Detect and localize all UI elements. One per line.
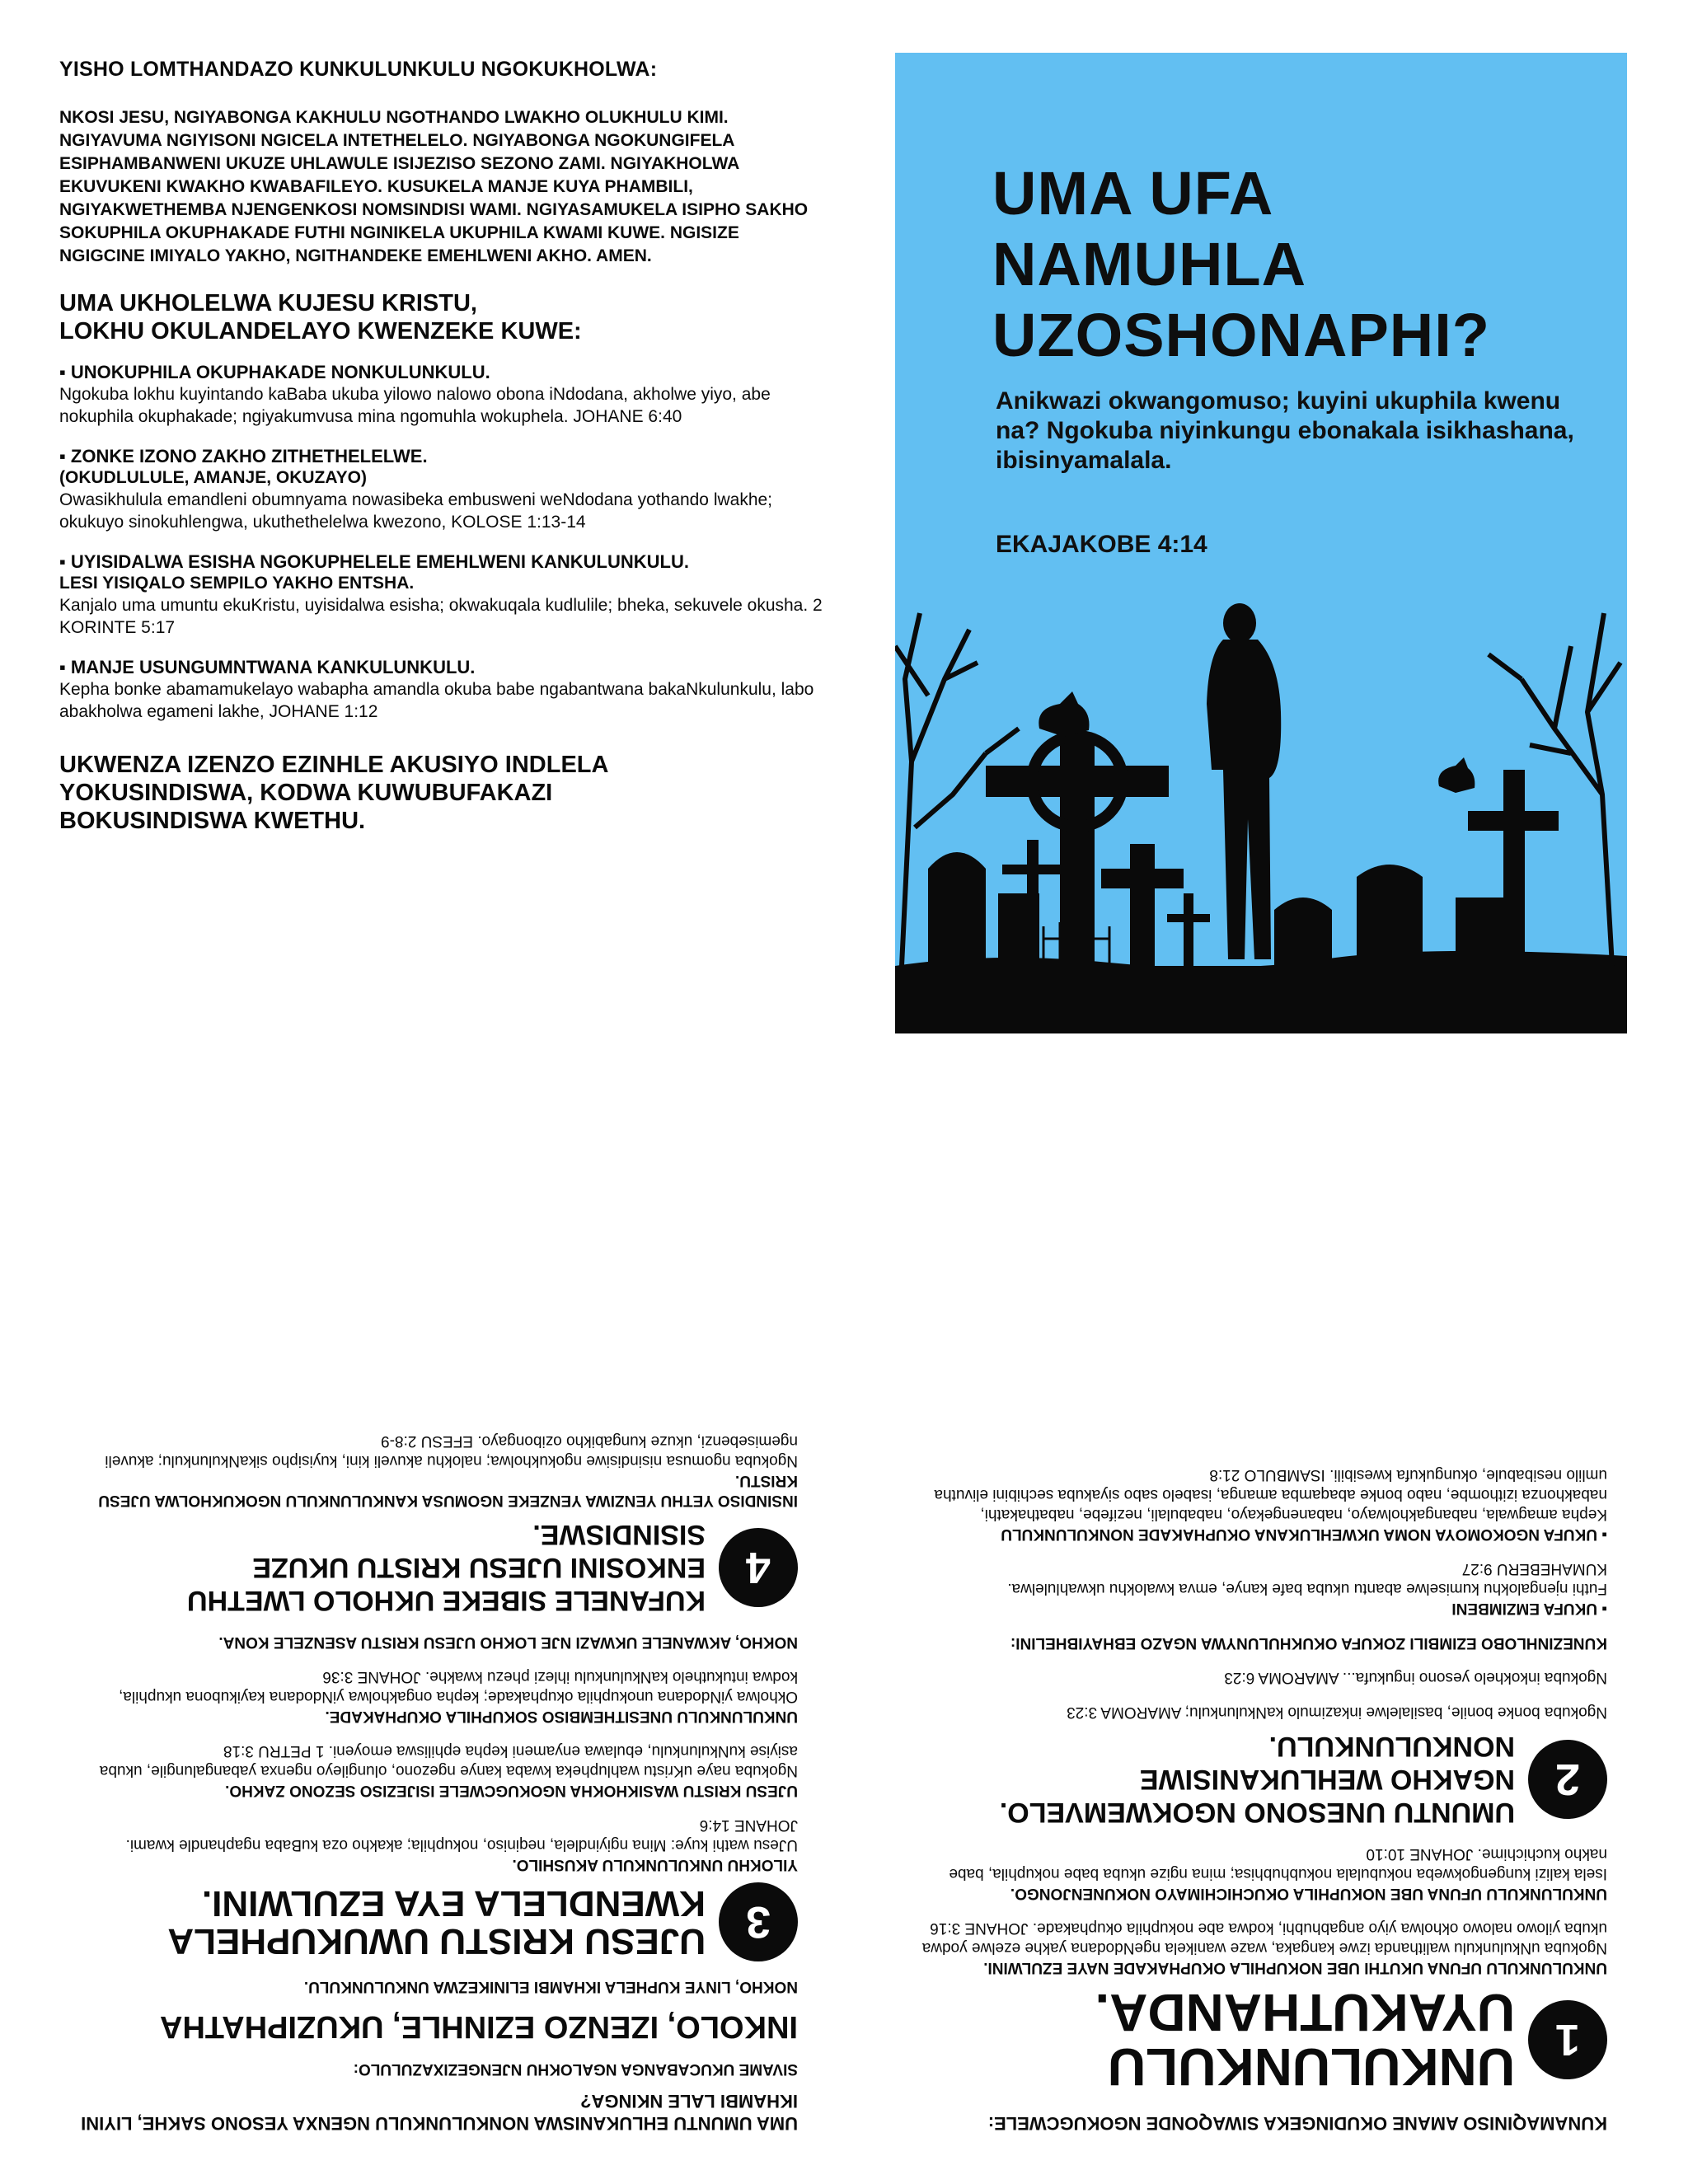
truth-4-para: INSINDISO YETHU YENZIWA YENZEKE NGOMUSA KANKULUNKULU NGOKUKHOLWA UJESU KRISTU. Ngokuba ngomusa nisindisiwe ngokukholwa; nalokhu akuveli kini, kuyisipho sikaNkulunkulu; akuveli ngemisebenzi, ukuze kungabikho ozibongayo. EFESU 2:8-9 — [98, 1432, 798, 1509]
truth-3-heading-line1: UJESU KRISTU UWUKUPHELA — [167, 1921, 706, 1961]
number-badge-4: 4 — [719, 1528, 798, 1607]
truth-1-header — [905, 1983, 1607, 2097]
benefit-item-3 — [59, 551, 826, 639]
truth-2-para-2: Ngokuba inkokhelo yesono ingukufa... AMAROMA 6:23 — [1224, 1669, 1607, 1686]
benefit-ref: JOHANE 1:12 — [269, 702, 378, 721]
closing-line2: YOKUSINDISWA, KODWA KUWUBUFAKAZI — [59, 780, 553, 806]
truth-2-para-1: Ngokuba bonke bonile, basilalelwe inkazimulo kaNkulunkulu; AMAROMA 3:23 — [1067, 1704, 1607, 1721]
truth-1-heading-line1: UNKULUNKULU — [1107, 2037, 1515, 2097]
truth-2-para-3: KUNEZINHLOBO EZIMBILI ZOKUFA OKUKHULUNYWA NGAZO EBHAYIBHELINI: — [1010, 1634, 1607, 1652]
benefit-sub: LESI YISIQALO SEMPILO YAKHO ENTSHA. — [59, 574, 415, 593]
prayer-panel — [59, 58, 826, 835]
truth-1-heading-line2: UYAKUTHANDA. — [1095, 1983, 1515, 2042]
ground — [895, 966, 1627, 1033]
problem-intro: UMA UMUNTU EHLUKANISWA NONKULUNKULU NGENXA YESONO SAKHE, LIYINI IKHAMBI LALE NKINGA? — [81, 2091, 798, 2134]
benefit-item-2 — [59, 446, 826, 533]
benefit-title: ▪ UYISIDALWA ESISHA NGOKUPHELELE EMEHLWENI KANKULUNKULU. — [59, 551, 689, 572]
cover-title — [992, 158, 1490, 371]
benefit-title: ▪ UNOKUPHILA OKUPHAKADE NONKULUNKULU. — [59, 362, 490, 382]
false-solutions-heading: INKOLO, IZENZO EZINHLE, UKUZIPHATHA — [159, 2009, 798, 2044]
closing-statement — [59, 751, 826, 835]
truth-2-heading-line1: UMUNTU UNESONO NGOKWEMVELO. — [999, 1797, 1515, 1828]
benefit-text: Ngokuba lokhu kuyintando kaBaba ukuba yilowo nalowo obona iNdodana, akholwe yiyo, abe nokuphila okuphakade; ngiyakumvusa mina ngomuhla wokuphela. — [59, 385, 771, 426]
solutions-lead: SIVAME UKUCABANGA NGALOKHU NJENGEZIXAZULULO: — [353, 2060, 798, 2078]
truth-3-para-1: YILOKHU UNKULUNKULU AKUSHILO. UJesu wathi kuye: Mina ngiyindlela, neqiniso, nokuphila; akakho oza kuBaba ngaphandle kwami. JOHANE 14:6 — [125, 1816, 798, 1873]
number-badge-3: 3 — [719, 1882, 798, 1961]
benefit-item-1 — [59, 362, 826, 428]
truth-2-header — [905, 1730, 1607, 1829]
number-badge-2: 2 — [1528, 1740, 1607, 1819]
benefit-ref: JOHANE 6:40 — [573, 407, 682, 426]
benefit-title: ▪ MANJE USUNGUMNTWANA KANKULUNKULU. — [59, 657, 476, 677]
follow-heading-line2: LOKHU OKULANDELAYO KWENZEKE KUWE: — [59, 318, 582, 344]
closing-line3: BOKUSINDISWA KWETHU. — [59, 808, 366, 834]
truth-3-para-4: NOKHO, AKWANELE UKWAZI NJE LOKHO UJESU KRISTU ASENZELE KONA. — [218, 1633, 798, 1651]
inverted-panel-right — [905, 1121, 1607, 2135]
truth-3-heading-line2: KWENDLELA EYA EZULWINI. — [201, 1883, 706, 1924]
benefit-text: Owasikhulula emandleni obumnyama nowasibeka embusweni weNdodana yothando lwakhe; okukuyo sinokuhlengwa, ukuthethelelwa kwezono, — [59, 490, 773, 532]
truth-2-item-2: ▪ UKUFA NGOKOMOYA NOMA UKWEHLUKANA OKUPHAKADE NONKULUNKULU Kepha amagwala, nabangakholwayo, nabanengekayo, nababulali, nezifebe, nabathakathi, nabakhonza izithombe, nabo bonke abaqamba amanga, isabelo sabo siyakuba sechibini elivutha umlilo nesibabule, okungukufa kwesibili. ISAMBULO 21:8 — [934, 1466, 1607, 1543]
benefit-ref: 2 KORINTE 5:17 — [59, 596, 823, 637]
truth-3-header — [76, 1882, 798, 1961]
cover-panel — [895, 53, 1627, 1033]
cover-title-line3: UZOSHONAPHI? — [992, 301, 1490, 369]
benefit-title: ▪ ZONKE IZONO ZAKHO ZITHETHELELWE. — [59, 446, 428, 466]
false-solutions-text: NOKHO, LINYE KUPHELA IKHAMBI ELINIKEZWA UNKULUNKULU. — [303, 1978, 798, 1995]
follow-heading-line1: UMA UKHOLELWA KUJESU KRISTU, — [59, 290, 477, 316]
truth-3-para-3: UNKULUNKULU UNESITHEMBISO SOKUPHILA OKUPHAKADE. Okholwa yiNdodana unokuphila okuphakade; kepha ongakholwa yiNdodana kayikubona ukuphila, kodwa intukuthelo kaNkulunkulu ihlezi phezu kwakhe. JOHANE 3:36 — [119, 1668, 798, 1725]
number-badge-1: 1 — [1528, 2000, 1607, 2079]
benefit-item-4 — [59, 657, 826, 723]
truth-4-header — [76, 1518, 798, 1617]
inverted-panel-left — [76, 1121, 798, 2135]
truth-2-item-1: ▪ UKUFA EMZIMBENI Futhi njengalokhu kumiselwe abantu ukuba bafe kanye, emva kwalokhu ukwahlulelwa. KUMAHEBERU 9:27 — [1007, 1560, 1607, 1617]
follow-heading — [59, 289, 826, 345]
truth-2-heading-line2: NGAKHO WEHLUKANISIWE NONKULUNKULU. — [1139, 1731, 1515, 1795]
benefit-text: Kanjalo uma umuntu ekuKristu, uyisidalwa esisha; okwakuqala kudlulile; bheka, sekuvele okusha. — [59, 596, 809, 615]
prayer-title: YISHO LOMTHANDAZO KUNKULUNKULU NGOKUKHOLWA: — [59, 58, 658, 81]
cover-title-line1: UMA UFA — [992, 159, 1274, 227]
cover-verse: Anikwazi okwangomuso; kuyini ukuphila kwenu na? Ngokuba niyinkungu ebonakala isikhashana, ibisinyamalala. — [996, 387, 1574, 474]
truth-3-para-2: UJESU KRISTU WASIKHOKHA NGOKUGCWELE ISIJEZISO SEZONO ZAKHO. Ngokuba naye uKristu wahlupheka kwaba kanye ngezono, olungileyo ngenxa yabangalungile, ukuba asiyise kuNkulunkulu, ebulawa enyameni kepha ephiliswa emoyeni. 1 PETRU 3:18 — [99, 1742, 798, 1799]
truth-1-para-1: UNKULUNKULU UFUNA UKUTHI UBE NOKUPHILA OKUPHAKADE NAYE EZULWINI. Ngokuba uNkulunkulu walithanda izwe kangaka, waze wanikela ngeNdodana yakhe ezelwe yodwa ukuba yilowo nalowo okholwa yiyo angabhubhi, kodwa abe nokuphila okuphakade. JOHANE 3:16 — [921, 1919, 1607, 1976]
prayer-text: NKOSI JESU, NGIYABONGA KAKHULU NGOTHANDO LWAKHO OLUKHULU KIMI. NGIYAVUMA NGIYISONI NGICELA INTETHELELO. NGIYABONGA NGOKUNGIFELA ESIPHAMBANWENI UKUZE UHLAWULE ISIJEZISO SEZONO ZAMI. NGIYAKHOLWA EKUVUKENI KWAKHO KWABAFILEYO. KUSUKELA MANJE KUYA PHAMBILI, NGIYAKWETHEMBA NJENGENKOSI NOMSINDISI WAMI. NGIYASAMUKELA ISIPHO SAKHO SOKUPHILA OKUPHAKADE FUTHI NGINIKELA UKUPHILA KWAMI KUWE. NGISIZE NGIGCINE IMIYALO YAKHO, NGITHANDEKE EMEHLWENI AKHO. AMEN. — [59, 108, 809, 265]
truths-intro: KUNAMAQINISO AMANE OKUDINGEKA SIWAQONDE NGOKUGCWELE: — [987, 2113, 1607, 2134]
benefit-text: Kepha bonke abamamukelayo wabapha amandla okuba babe ngabantwana bakaNkulunkulu, labo abakholwa egameni lakhe, — [59, 680, 814, 721]
truth-1-para-2: UNKULUNKULU UFUNA UBE NOKUPHILA OKUCHICHIMAYO NOKUNENJONGO. Isela kalizi kungengokweba nokubulala nokubhubhisa; mina ngize ukuba babe nokuphila, babe nakho kuchichime. JOHANE 10:10 — [949, 1845, 1607, 1902]
cover-verse-ref: EKAJAKOBE 4:14 — [996, 531, 1207, 558]
benefit-sub: (OKUDLULULE, AMANJE, OKUZAYO) — [59, 468, 367, 487]
benefit-ref: KOLOSE 1:13-14 — [451, 513, 586, 532]
truth-4-heading-line1: KUFANELE SIBEKE UKHOLO LWETHU — [186, 1585, 706, 1616]
closing-line1: UKWENZA IZENZO EZINHLE AKUSIYO INDLELA — [59, 752, 609, 778]
truth-4-heading-line2: ENKOSINI UJESU KRISTU UKUZE SISINDISWE. — [252, 1519, 706, 1583]
cover-title-line2: NAMUHLA — [992, 230, 1307, 298]
